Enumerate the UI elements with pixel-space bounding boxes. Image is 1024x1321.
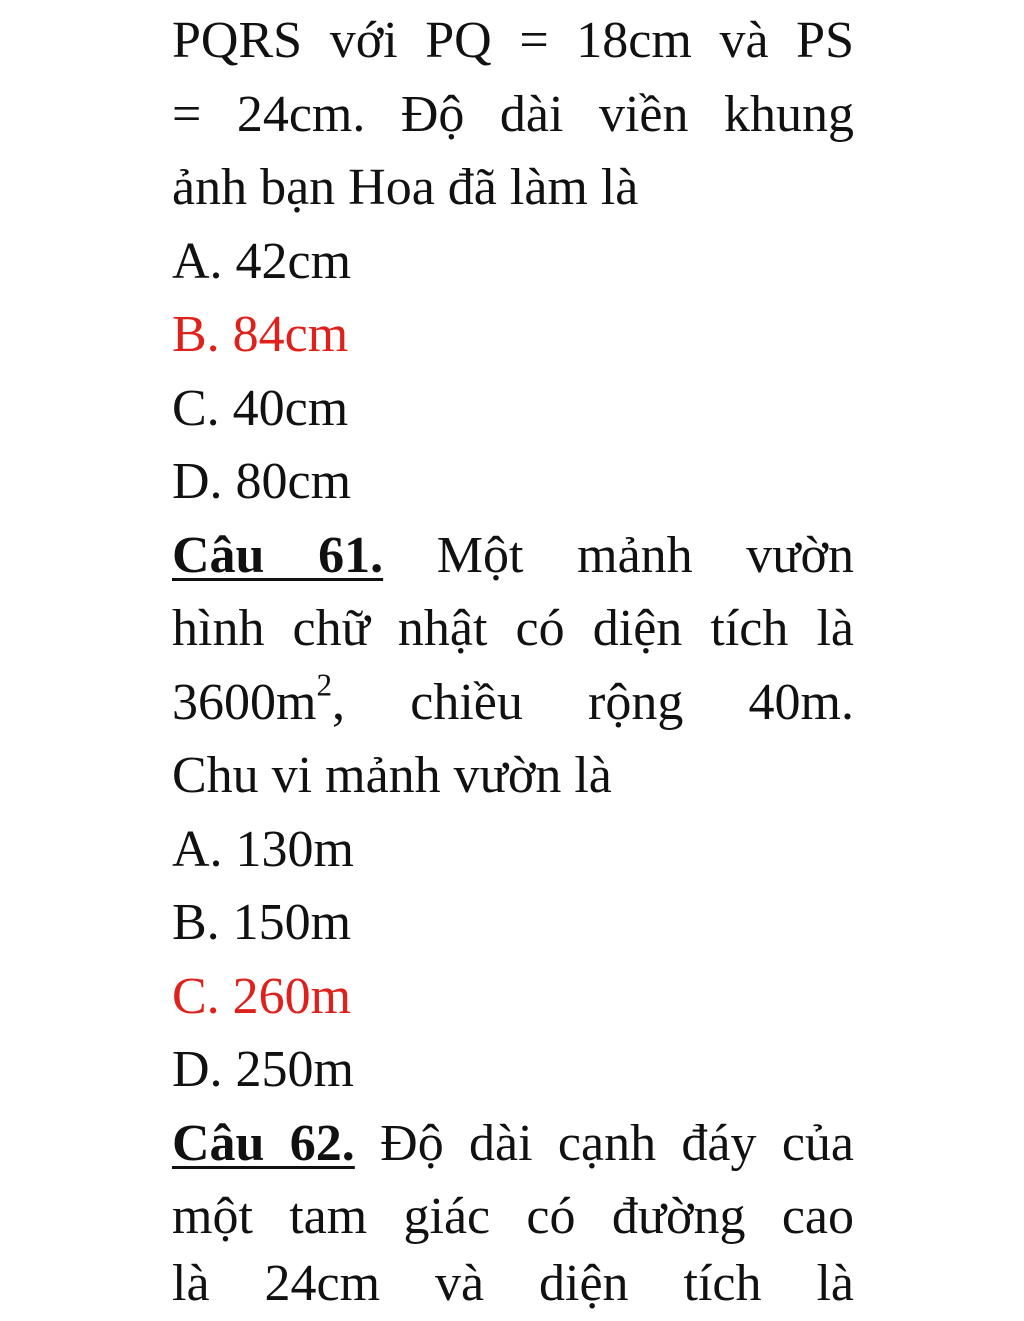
question-61-label: Câu 61. — [172, 526, 384, 584]
prev-option-d: D. 80cm — [172, 453, 352, 510]
prev-option-a: A. 42cm — [172, 232, 352, 290]
question-61-line-3-text: , chiều rộng 40m. — [332, 673, 854, 731]
question-61-line-4: Chu vi mảnh vườn là — [172, 747, 612, 804]
question-62-line-1 — [172, 1107, 854, 1181]
question-62-line-3-cut: là 24cm và diện tích là — [172, 1255, 854, 1312]
text-column — [172, 0, 854, 1254]
q61-option-b: B. 150m — [172, 894, 352, 951]
area-value — [172, 667, 333, 731]
area-number: 3600m — [172, 673, 317, 731]
prev-option-b-correct: B. 84cm — [172, 306, 349, 363]
prev-question-line-2: = 24cm. Độ dài viền khung — [172, 85, 854, 143]
prev-option-c: C. 40cm — [172, 379, 349, 437]
prev-question-line-3: ảnh bạn Hoa đã làm là — [172, 159, 639, 216]
question-61-line-3 — [172, 666, 854, 740]
question-62-line-2: một tam giác có đường cao — [172, 1188, 854, 1245]
prev-question-line-1: PQRS với PQ = 18cm và PS — [172, 12, 854, 69]
area-exponent: 2 — [316, 667, 333, 703]
question-62-label: Câu 62. — [172, 1114, 355, 1172]
q61-option-c-correct: C. 260m — [172, 967, 352, 1025]
question-61-line-1-text: Một mảnh vườn — [436, 526, 854, 584]
question-61-line-1 — [172, 519, 854, 593]
question-61-line-2: hình chữ nhật có diện tích là — [172, 600, 854, 657]
q61-option-d: D. 250m — [172, 1041, 354, 1098]
question-62-line-1-text: Độ dài cạnh đáy của — [380, 1114, 854, 1172]
q61-option-a: A. 130m — [172, 820, 354, 878]
